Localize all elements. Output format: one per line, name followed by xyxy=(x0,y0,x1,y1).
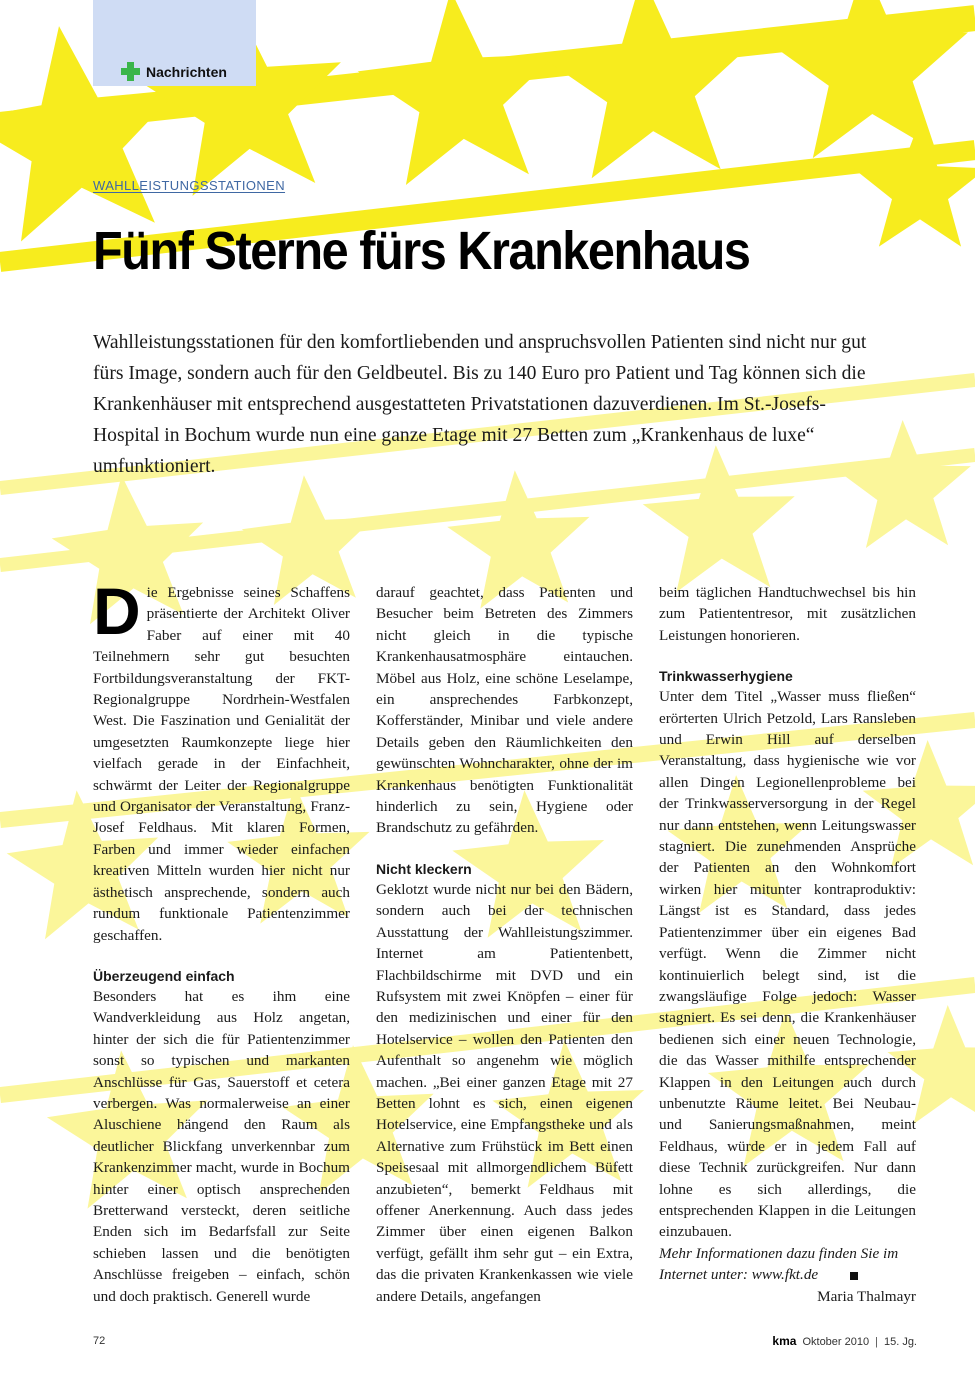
article-column-2 xyxy=(376,582,633,1307)
section-tab-label: Nachrichten xyxy=(146,63,227,80)
article-column-1 xyxy=(93,574,350,1307)
more-info-note xyxy=(659,1243,916,1286)
issue-month: Oktober 2010 xyxy=(802,1336,870,1348)
paragraph: Besonders hat es ihm eine Wandverkleidung aus Holz angetan, hinter der sich die für Patientenzimmer sonst so typischen und markanten Anschlüsse für Gas, Sauerstoff et cetera verbergen. Was normalerweise an einer Aluschiene hängend den Raum als deutlicher Blickfang unverkennbar zum Krankenzimmer macht, wurde in Bochum hinter einer optisch ansprechenden Bretterwand versteckt, deren seitliche Enden sich im Bedarfsfall zur Seite schieben lassen und die benötigten Anschlüsse freigeben – einfach, schön und doch praktisch. Generell wurde xyxy=(93,987,350,1305)
end-mark-icon xyxy=(850,1272,858,1280)
paragraph: darauf geachtet, dass Patienten und Besucher beim Betreten des Zimmers nicht gleich in die typische Krankenhausatmosphäre eintauchen. Möbel aus Holz, eine schöne Leselampe, ein ansprechendes Farbkonzept, Kofferständer, Minibar und viele andere Details geben den Räumlichkeiten den gewünschten Wohncharakter, ohne der im Krankenhaus benötigten Funktionalität hinderlich zu sein, Hygiene oder Brandschutz zu gefährden. xyxy=(376,584,633,837)
magazine-brand: kma xyxy=(772,1334,797,1348)
paragraph: Unter dem Titel „Wasser muss fließen“ erörterten Ulrich Petzold, Lars Ransleben und Erwin Hill auf derselben Veranstaltung, dass hygienische wie vor allen Dingen Legionellenprobleme bei der Trinkwasserversorgung in der Regel nur dann entstehen, wenn Leitungswasser stagniert. Die zunehmenden Ansprüche der Patienten an den Wohnkomfort wirken hier mitunter kontraproduktiv: Längst ist es Standard, dass jedes Patientenzimmer über ein eigenes Bad verfügt. Wenn die Zimmer nicht kontinuierlich belegt sind, ist die zwangsläufige Folge jedoch: Wasser stagniert. Es sei denn, die Krankenhäuser bedienen sich einer neuen Technologie, die das Wasser mithilfe entsprechender Klappen in den Leitungen auch durch unbenutzte Räume leitet. Bei Neubau- und Sanierungsmaßnahmen, meint Feldhaus, würde er in jedem Fall auf diese Technik zurückgreifen. Nur dann lohne es sich allerdings, die entsprechenden Klappen in die Leitungen einzubauen. xyxy=(659,688,916,1241)
subheading-3: Trinkwasserhygiene xyxy=(659,668,793,685)
subheading-1: Überzeugend einfach xyxy=(93,967,235,984)
more-info-text: Mehr Informationen dazu finden Sie im Internet unter: www.fkt.de xyxy=(659,1244,899,1284)
subheading-2: Nicht kleckern xyxy=(376,860,472,877)
paragraph: Geklotzt wurde nicht nur bei den Bädern, sondern auch bei der technischen Ausstattung der Wahlleistungszimmer. Internet am Patientenbett, Flachbildschirme mit DVD und ein Rufsystem mit zwei Knöpfen – einer für den medizinischen und einer für den Hotelservice – wollen den Patienten den Aufenthalt so angenehm wie möglich machen. „Bei einer ganzen Etage mit 27 Betten lohnt es sich, einen eigenen Hotelservice, eine Empfangstheke und als Alternative zum Frühstück im Bett einen Speisesaal mit allmorgendlichem Büfett anzubieten“, bemerkt Feldhaus mit offener Anerkennung. Auch dass jedes Zimmer über einen eigenen Balkon verfügt, gefällt ihm sehr gut – ein Extra, das die privaten Krankenkassen wie viele andere Details, angefangen xyxy=(376,880,633,1305)
star-shape xyxy=(853,120,975,247)
star-shape xyxy=(543,0,752,178)
drop-cap: D xyxy=(93,574,141,648)
medical-cross-icon xyxy=(121,62,140,81)
article-column-3 xyxy=(659,582,916,1307)
page-number: 72 xyxy=(93,1335,106,1347)
paragraph: beim täglichen Handtuchwechsel bis hin zum Patiententresor, mit zusätzlichen Leistungen honorieren. xyxy=(659,584,916,644)
article-kicker: WAHLLEISTUNGSSTATIONEN xyxy=(93,178,286,193)
article-headline: Fünf Sterne fürs Krankenhaus xyxy=(93,221,750,281)
article-lead: Wahlleistungsstationen für den komfortliebenden und anspruchsvollen Patienten sind nicht nur gut fürs Image, sondern auch für den Geldbeutel. Bis zu 140 Euro pro Patient und Tag können sich die Krankenhäuser mit entsprechend ausgestatteten Privatstationen dazuverdienen. Im St.-Josefs-Hospital in Bochum wurde nun eine ganze Etage mit 27 Betten zum „Krankenhaus de luxe“ umfunktioniert. xyxy=(93,332,867,477)
section-tab-label-wrap[interactable] xyxy=(121,62,227,81)
footer-issue xyxy=(772,1334,917,1348)
paragraph: ie Ergebnisse seines Schaffens präsentierte der Architekt Oliver Faber auf einer mit 40 Teilnehmern sehr gut besuchten Fortbildungsveranstaltung der FKT-Regionalgruppe Nordrhein-Westfalen West. Die Faszination und Genialität der umgesetzten Raumkonzepte liege hier vielfach gerade in der Einfachheit, schwärmt der Leiter der Regionalgruppe und Organisator der Veranstaltung, Franz-Josef Feldhaus. Mit klaren Formen, Farben und immer wieder einfachen kreativen Mitteln wurden hier nicht nur ästhetisch ansprechende, sondern auch rundum funktionale Patientenzimmer geschaffen. xyxy=(93,584,350,944)
footer-separator: | xyxy=(875,1336,878,1348)
issue-volume: 15. Jg. xyxy=(883,1336,917,1348)
author-name: Maria Thalmayr xyxy=(817,1287,916,1305)
